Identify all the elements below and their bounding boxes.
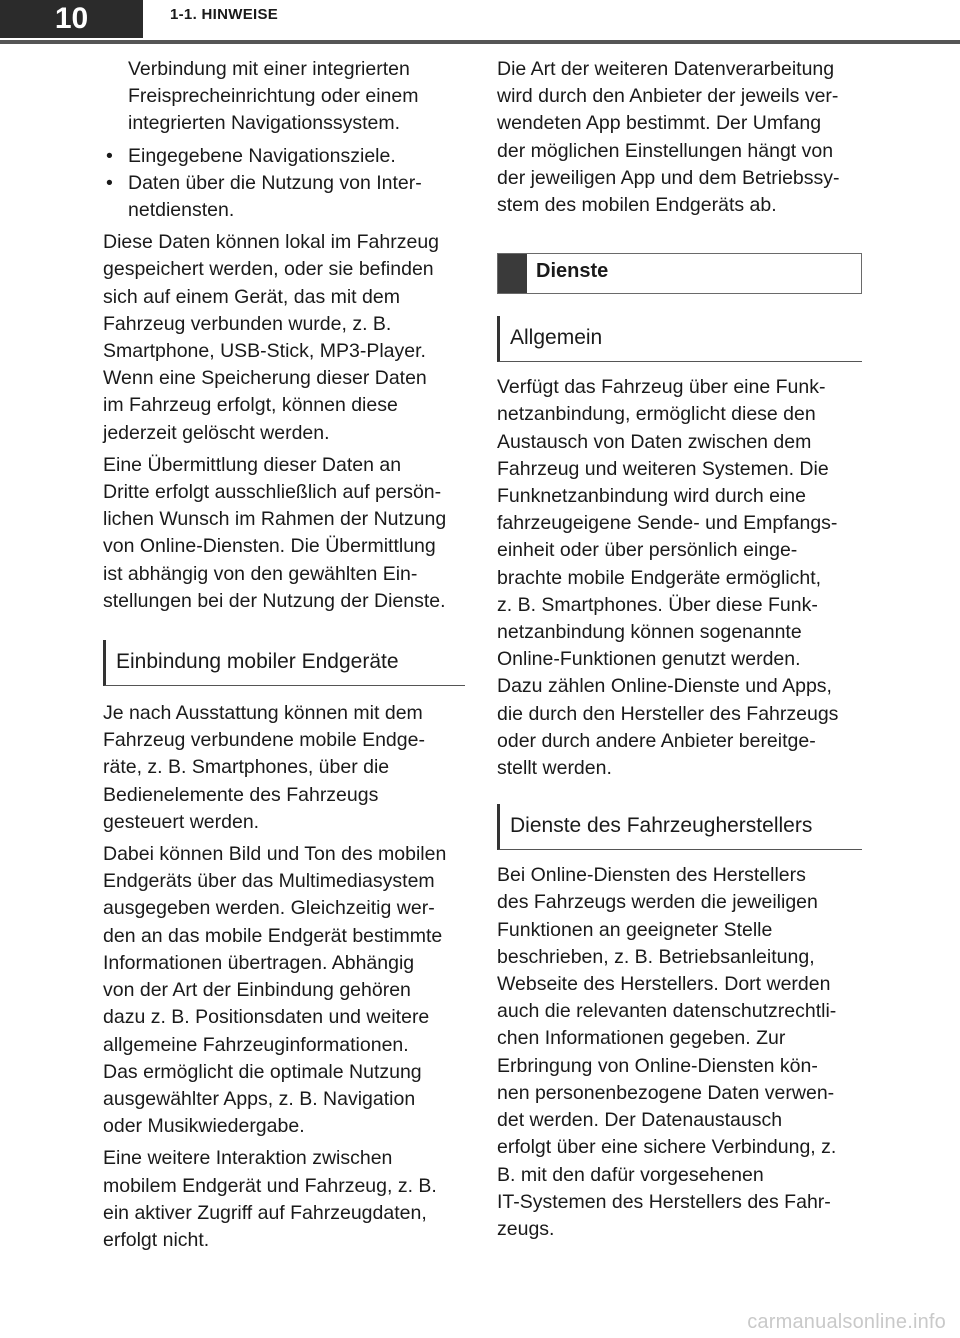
paragraph: [497, 862, 862, 1243]
text-line: Endgeräts über das Multimediasystem: [103, 870, 435, 893]
text-line: Diese Daten können lokal im Fahrzeug: [103, 231, 440, 254]
text-line: Eine Übermittlung dieser Daten an: [103, 453, 402, 476]
text-line: Verbindung mit einer integrierten: [128, 58, 410, 80]
text-line: Online-Funktionen genutzt werden.: [497, 648, 801, 671]
text-line: brachte mobile Endgeräte ermöglicht,: [497, 566, 822, 589]
text-line: Webseite des Herstellers. Dort werden: [497, 973, 831, 996]
text-line: Fahrzeug verbundene mobile Endge-: [103, 729, 425, 752]
text-line: der möglichen Einstellungen hängt von: [497, 139, 834, 162]
text-line: von Online-Diensten. Die Übermittlung: [103, 535, 436, 558]
heading-allgemein: Allgemein: [497, 316, 862, 362]
paragraph: [497, 56, 862, 219]
paragraph: [103, 452, 465, 615]
text-line: erfolgt nicht.: [103, 1228, 210, 1251]
text-line: wendeten App bestimmt. Der Umfang: [497, 112, 822, 135]
text-line: von der Art der Einbindung gehören: [103, 979, 411, 1002]
text-line: IT-Systemen des Herstellers des Fahr-: [497, 1190, 831, 1213]
text-line: Dritte erfolgt ausschließlich auf persön-: [103, 481, 442, 504]
left-column: [103, 56, 465, 1259]
watermark: carmanualsonline.info: [747, 1311, 946, 1333]
bullet-item: [103, 143, 465, 170]
text-line: z. B. Smartphones. Über diese Funk-: [497, 593, 818, 616]
right-column: [497, 56, 862, 1248]
text-line: sich auf einem Gerät, das mit dem: [103, 285, 400, 308]
text-line: Die Art der weiteren Datenverarbeitung: [497, 58, 835, 80]
text-line: netzanbindung können sogenannte: [497, 621, 802, 644]
heading-einbindung-mobiler-endgeraete: Einbindung mobiler Endgeräte: [103, 640, 465, 686]
text-line: chen Informationen gegeben. Zur: [497, 1027, 786, 1050]
text-line: • Eingegebene Navigationsziele.: [128, 144, 396, 167]
text-line: det werden. Der Datenaustausch: [497, 1109, 783, 1132]
text-line: mobilem Endgerät und Fahrzeug, z. B.: [103, 1174, 437, 1197]
paragraph: [103, 841, 465, 1140]
text-line: den an das mobile Endgerät bestimmte: [103, 924, 443, 947]
text-line: Freisprecheinrichtung oder einem: [128, 85, 419, 108]
text-line: • Daten über die Nutzung von Inter-: [128, 171, 422, 194]
text-line: Wenn eine Speicherung dieser Daten: [103, 367, 427, 390]
text-line: ist abhängig von den gewählten Ein-: [103, 562, 418, 585]
header-rule: [0, 40, 960, 44]
text-line: Austausch von Daten zwischen dem: [497, 430, 812, 453]
text-line: integrierten Navigationssystem.: [128, 112, 401, 135]
text-line: ein aktiver Zugriff auf Fahrzeugdaten,: [103, 1201, 427, 1224]
bullet-list: [103, 143, 465, 225]
text-line: netdiensten.: [128, 199, 235, 222]
text-line: netzanbindung, ermöglicht diese den: [497, 403, 816, 426]
bullet-item: [103, 170, 465, 224]
dienste-section-box: [497, 253, 862, 294]
text-line: gesteuert werden.: [103, 810, 260, 833]
text-line: stellt werden.: [497, 757, 612, 780]
text-line: Das ermöglicht die optimale Nutzung: [103, 1060, 422, 1083]
text-line: auch die relevanten datenschutzrechtli-: [497, 1000, 837, 1023]
text-line: wird durch den Anbieter der jeweils ver-: [497, 85, 839, 108]
text-line: Dabei können Bild und Ton des mobilen: [103, 843, 447, 866]
continuation-text: [103, 56, 465, 138]
text-line: Fahrzeug verbunden wurde, z. B.: [103, 312, 392, 335]
text-line: die durch den Hersteller des Fahrzeugs: [497, 702, 839, 725]
text-line: ausgegeben werden. Gleichzeitig wer-: [103, 897, 435, 920]
text-line: dazu z. B. Positionsdaten und weitere: [103, 1006, 430, 1029]
text-line: fahrzeugeigene Sende- und Empfangs-: [497, 512, 838, 535]
text-line: Bedienelemente des Fahrzeugs: [103, 783, 379, 806]
dienste-title: Dienste: [536, 260, 609, 283]
text-line: Fahrzeug und weiteren Systemen. Die: [497, 457, 829, 480]
text-line: erfolgt über eine sichere Verbindung, z.: [497, 1136, 837, 1159]
text-line: Dazu zählen Online-Dienste und Apps,: [497, 675, 832, 698]
text-line: nen personenbezogene Daten verwen-: [497, 1081, 835, 1104]
text-line: Smartphone, USB-Stick, MP3-Player.: [103, 340, 426, 363]
text-line: Funknetzanbindung wird durch eine: [497, 485, 806, 508]
paragraph: [497, 374, 862, 782]
text-line: gespeichert werden, oder sie befinden: [103, 258, 434, 281]
paragraph: [103, 229, 465, 447]
text-line: im Fahrzeug erfolgt, können diese: [103, 394, 398, 417]
text-line: B. mit den dafür vorgesehenen: [497, 1163, 764, 1186]
paragraph: [103, 700, 465, 836]
paragraph: [103, 1145, 465, 1254]
text-line: stem des mobilen Endgeräts ab.: [497, 194, 777, 217]
text-line: einheit oder über persönlich einge-: [497, 539, 798, 562]
text-line: lichen Wunsch im Rahmen der Nutzung: [103, 508, 447, 531]
text-line: beschrieben, z. B. Betriebsanleitung,: [497, 945, 815, 968]
text-line: Je nach Ausstattung können mit dem: [103, 702, 423, 725]
text-line: Erbringung von Online-Diensten kön-: [497, 1054, 818, 1077]
section-title: 1-1. HINWEISE: [170, 6, 279, 23]
text-line: oder Musikwiedergabe.: [103, 1115, 305, 1138]
text-line: der jeweiligen App und dem Betriebssy-: [497, 166, 840, 189]
text-line: jederzeit gelöscht werden.: [103, 421, 330, 444]
text-line: Bei Online-Diensten des Herstellers: [497, 864, 806, 887]
text-line: Eine weitere Interaktion zwischen: [103, 1147, 393, 1170]
text-line: räte, z. B. Smartphones, über die: [103, 756, 390, 779]
text-line: allgemeine Fahrzeuginformationen.: [103, 1033, 409, 1056]
dienste-marker: [498, 254, 527, 293]
text-line: Verfügt das Fahrzeug über eine Funk-: [497, 376, 826, 399]
text-line: oder durch andere Anbieter bereitge-: [497, 729, 816, 752]
heading-dienste-des-fahrzeugherstellers: Dienste des Fahrzeugherstellers: [497, 804, 862, 850]
text-line: ausgewählter Apps, z. B. Navigation: [103, 1087, 416, 1110]
page-number-box: [0, 0, 143, 38]
text-line: des Fahrzeugs werden die jeweiligen: [497, 891, 818, 914]
text-line: Funktionen an geeigneter Stelle: [497, 918, 773, 941]
text-line: zeugs.: [497, 1217, 555, 1240]
text-line: Informationen übertragen. Abhängig: [103, 951, 415, 974]
page-number: 10: [54, 2, 89, 35]
text-line: stellungen bei der Nutzung der Dienste.: [103, 589, 446, 612]
